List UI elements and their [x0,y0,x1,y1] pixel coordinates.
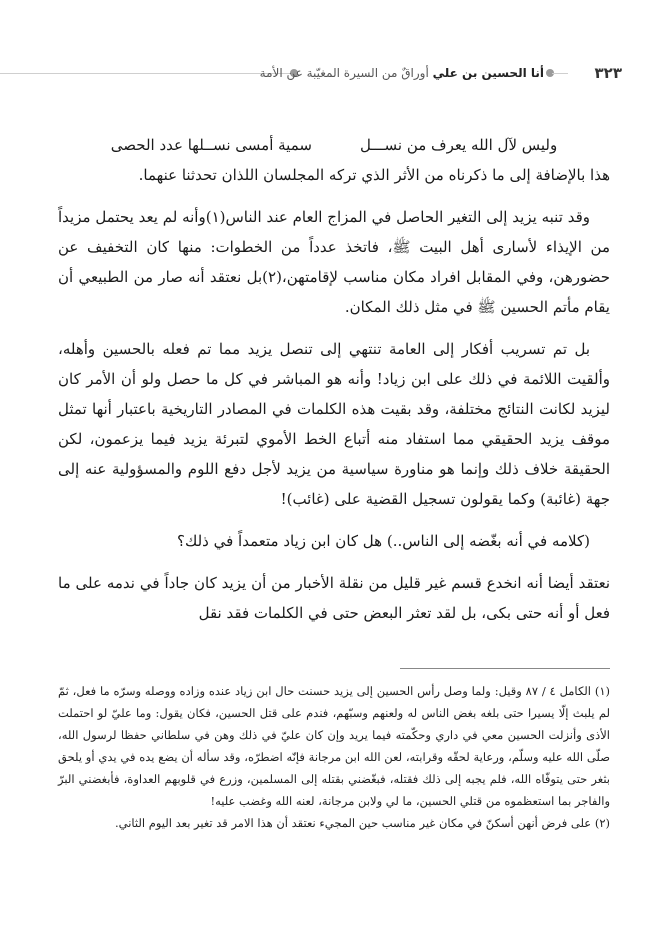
page-header [0,54,669,90]
poem-verse [58,130,610,160]
header-rule-left [0,73,292,74]
page-number: ٣٢٣ [594,64,622,82]
poem-hemistich-right: وليس لآل الله يعرف من نســـل [359,136,558,154]
running-title-bold: أنا الحسين بن علي [432,66,544,80]
paragraph: (كلامه في أنه بغّضه إلى الناس..) هل كان ابن زياد متعمداً في ذلك؟ [177,532,590,550]
footnote-separator [400,668,610,669]
poem-hemistich-left: سمية أمسى نســلها عدد الحصى [110,136,312,154]
paragraph: هذا بالإضافة إلى ما ذكرناه من الأثر الذي تركه المجلسان اللذان تحدثنا عنهما. [138,166,610,184]
paragraph: بل تم تسريب أفكار إلى العامة تنتهي إلى تنصل يزيد مما تم فعله بالحسين وأهله، وألقيت اللائمة في ذلك على ابن زياد! وأنه هو المباشر في كل ما حصل ولو أن الأمر كان ليزيد لكانت النتائج مختلفة، وقد بقيت هذه الكلمات في المصادر التاريخية باعتبار أنها تمثل موقف يزيد الحقيقي مما استفاد منه أتباع الخط الأموي لتبرئة يزيد فيما يزعمون، لكن الحقيقة خلاف ذلك وإنما هو مناورة سياسية من يزيد لأجل دفع اللوم والمسؤولية عنه إلى جهة (غائبة) وكما يقولون تسجيل القضية على (غائب)! [58,340,610,508]
paragraph: نعتقد أيضا أنه انخدع قسم غير قليل من نقلة الأخبار من أن يزيد كان جاداً في ندمه على ما فعل أو أنه حتى بكى، بل لقد تعثر البعض حتى في الكلمات فقد نقل [58,574,610,622]
footnote: (١) الكامل ٤ / ٨٧ وقيل: ولما وصل رأس الحسين إلى يزيد حسنت حال ابن زياد عنده وزاده ووصله وسرّه ما فعل، ثمّ لم يلبث إلّا يسيرا حتى بلغه بغض الناس له ولعنهم وسبّهم، فندم على قتل الحسين، فكان يقول: وما عليّ لو احتملت الأذى وأنزلت الحسين معي في داري وحكّمته فيما يريد وإن كان عليّ في ذلك وهن في سلطاني حفظا لرسول الله، صلّى الله عليه وسلّم، ورعاية لحقّه وقرابته، لعن الله ابن مرجانة فإنّه اضطرّه، وقد سأله أن يضع يده في يدي أو يلحق بثغر حتى يتوفّاه الله، فلم يجبه إلى ذلك فقتله، فبغّضني بقتله إلى المسلمين، وزرع في قلوبهم العداوة، فأبغضني البرّ والفاجر بما استعظموه من قتلي الحسين، ما لي ولابن مرجانة، لعنه الله وغضب عليه! [58,684,610,808]
footnotes [58,680,610,834]
header-rule-right [552,73,568,74]
main-text [58,130,610,628]
running-title-rest: أوراقٌ من السيرة المغيّبة عن الأمة [259,66,429,80]
footnote: (٢) على فرض أنهن أسكنّ في مكان غير مناسب حين المجيء نعتقد أن هذا الامر قد تغير بعد اليوم الثاني. [114,816,610,830]
paragraph: وقد تنبه يزيد إلى التغير الحاصل في المزاج العام عند الناس(١)وأنه لم يعد يحتمل مزيداً من الإيذاء لأسارى أهل البيت ﷺ، فاتخذ عدداً من الخطوات: منها كان التخفيف عن حضورهن، وفي المقابل افراد مكان مناسب لإقامتهن،(٢)بل نعتقد أنه صار من الطبيعي أن يقام مأتم الحسين ﷺ في مثل ذلك المكان. [58,208,610,316]
running-title [259,62,544,84]
